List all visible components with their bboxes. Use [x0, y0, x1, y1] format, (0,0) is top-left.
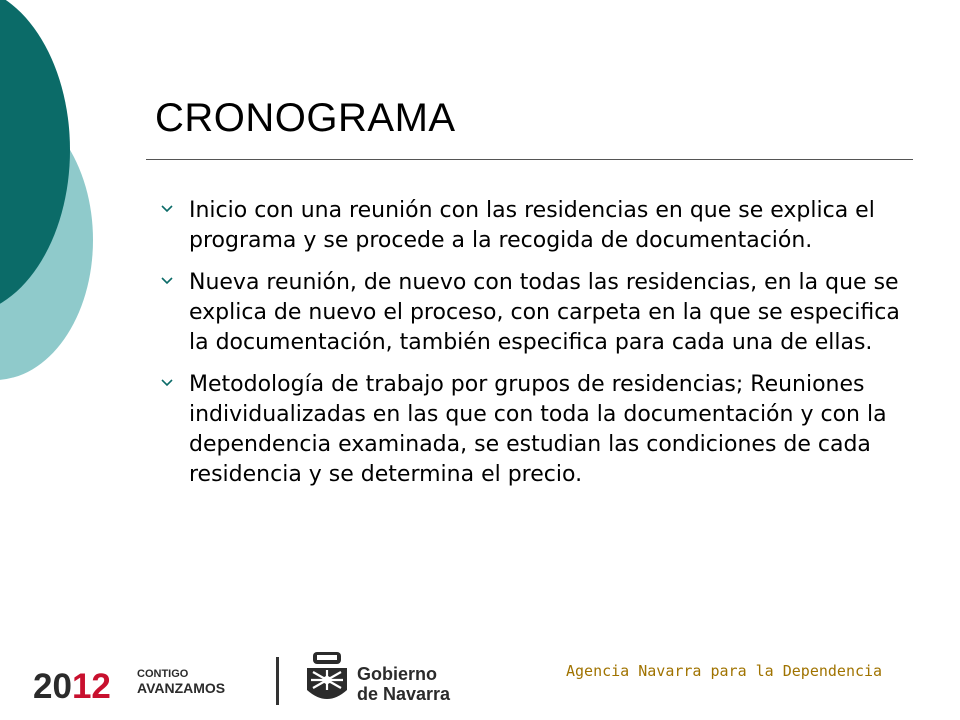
- hollow-square-bullet-icon: [160, 201, 174, 215]
- bullet-item: [160, 268, 905, 358]
- bullet-item: [160, 370, 905, 490]
- logo-slogan: [137, 667, 225, 695]
- bullet-item: [160, 196, 905, 256]
- gov-line2: de Navarra: [357, 684, 451, 704]
- title-divider: [146, 159, 913, 160]
- government-name: [357, 664, 450, 704]
- slide-title: CRONOGRAMA: [155, 96, 456, 140]
- logo-year-suffix: 12: [71, 667, 111, 706]
- bullet-text: Nueva reunión, de nuevo con todas las residencias, en la que se explica de nuevo el proceso, con carpeta en la que se especifica la documentación, también especifica para cada una de ellas.: [189, 270, 900, 355]
- bullet-text: Metodología de trabajo por grupos de residencias; Reuniones individualizadas en las que con toda la documentación y con la dependencia examinada, se estudian las condiciones de cada residencia y se determina el precio.: [189, 372, 887, 487]
- slogan-big: AVANZAMOS: [137, 680, 226, 696]
- logo-year: [33, 667, 111, 707]
- hollow-square-bullet-icon: [160, 375, 174, 389]
- logo-divider: [276, 657, 279, 705]
- agency-name: Agencia Navarra para la Dependencia: [566, 662, 883, 680]
- logo-year-prefix: 20: [33, 667, 72, 706]
- bullet-list: [160, 196, 905, 502]
- slogan-small: CONTIGO: [137, 668, 189, 680]
- decorative-teal-circles: [0, 0, 120, 420]
- bullet-text: Inicio con una reunión con las residencias en que se explica el programa y se procede a la recogida de documentación.: [189, 198, 875, 253]
- hollow-square-bullet-icon: [160, 273, 174, 287]
- navarra-crest-icon: [303, 650, 351, 708]
- gov-line1: Gobierno: [357, 664, 437, 684]
